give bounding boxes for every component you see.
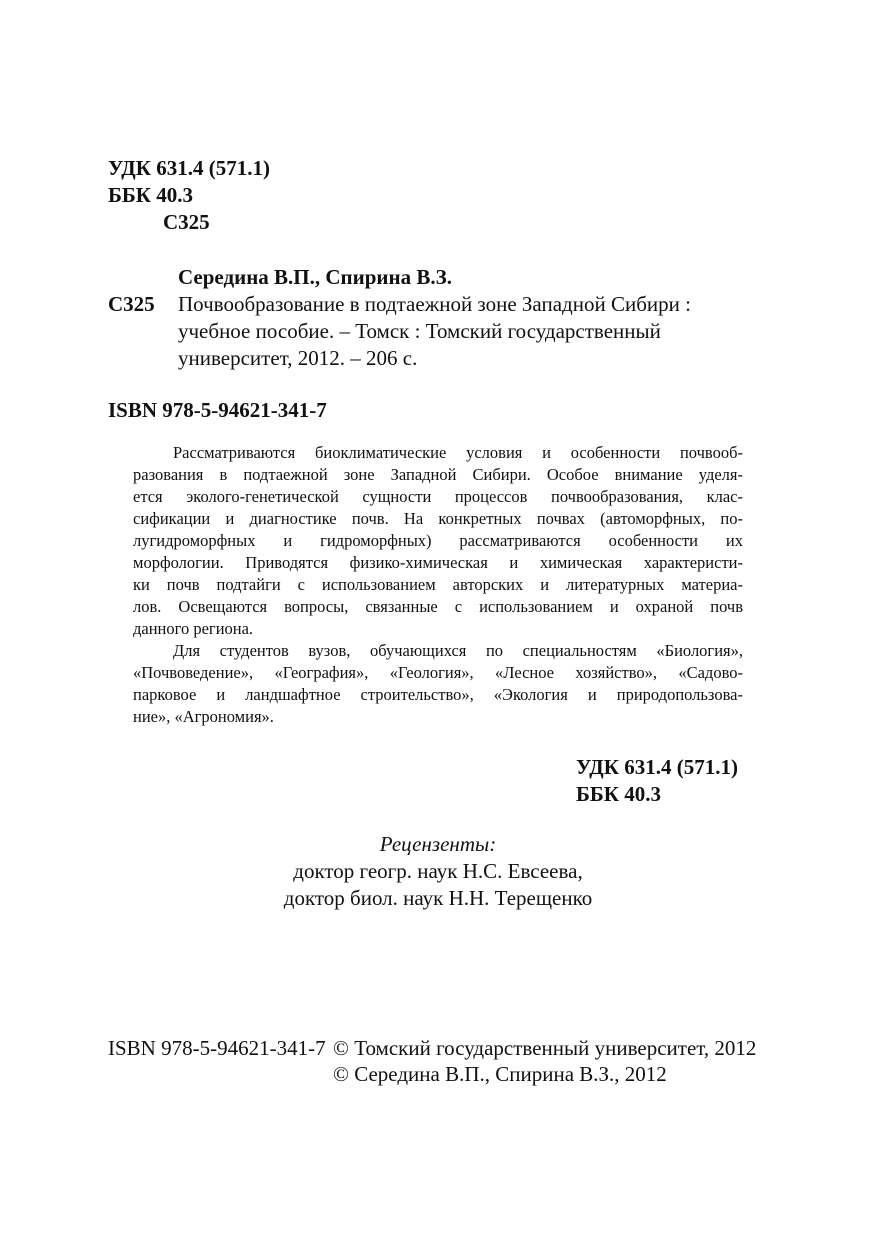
copyright-authors: © Середина В.П., Спирина В.З., 2012 bbox=[333, 1062, 667, 1086]
abstract-line: «Почвоведение», «География», «Геология», «Лесное хозяйство», «Садово- bbox=[133, 663, 743, 682]
reviewer: доктор геогр. наук Н.С. Евсеева, bbox=[293, 859, 583, 883]
isbn: ISBN 978-5-94621-341-7 bbox=[108, 398, 327, 422]
bib-title-line: Почвообразование в подтаежной зоне Западной Сибири : bbox=[178, 292, 691, 316]
udk-code-right: УДК 631.4 (571.1) bbox=[576, 755, 738, 779]
reviewers-title: Рецензенты: bbox=[379, 832, 497, 856]
reviewer: доктор биол. наук Н.Н. Терещенко bbox=[283, 886, 593, 910]
bbk-code-right: ББК 40.3 bbox=[576, 782, 661, 806]
abstract-line: Рассматриваются биоклиматические условия и особенности почвооб- bbox=[173, 443, 743, 462]
bib-code: С325 bbox=[108, 292, 155, 316]
abstract-line: сификации и диагностике почв. На конкретных почвах (автоморфных, по- bbox=[133, 509, 743, 528]
abstract-line: лов. Освещаются вопросы, связанные с использованием и охраной почв bbox=[133, 597, 743, 616]
abstract-line: ется эколого-генетической сущности процессов почвообразования, клас- bbox=[133, 487, 743, 506]
abstract-line: ки почв подтайги с использованием авторских и литературных материа- bbox=[133, 575, 743, 594]
footer-isbn: ISBN 978-5-94621-341-7 bbox=[108, 1036, 326, 1060]
abstract-line: разования в подтаежной зоне Западной Сибири. Особое внимание уделя- bbox=[133, 465, 743, 484]
bib-title-line: университет, 2012. – 206 с. bbox=[178, 346, 418, 370]
abstract-line: ние», «Агрономия». bbox=[133, 707, 274, 726]
abstract-line: парковое и ландшафтное строительство», «Экология и природопользова- bbox=[133, 685, 743, 704]
abstract-line: лугидроморфных и гидроморфных) рассматриваются особенности их bbox=[133, 531, 743, 550]
bib-title-line: учебное пособие. – Томск : Томский государственный bbox=[178, 319, 661, 343]
bbk-code: ББК 40.3 bbox=[108, 183, 193, 207]
abstract-line: данного региона. bbox=[133, 619, 254, 638]
author-code: С325 bbox=[163, 210, 210, 234]
authors: Середина В.П., Спирина В.З. bbox=[178, 265, 452, 289]
udk-code: УДК 631.4 (571.1) bbox=[108, 156, 270, 180]
abstract-line: морфологии. Приводятся физико-химическая и химическая характеристи- bbox=[133, 553, 743, 572]
abstract-line: Для студентов вузов, обучающихся по специальностям «Биология», bbox=[173, 641, 743, 660]
copyright-university: © Томский государственный университет, 2012 bbox=[333, 1036, 757, 1060]
